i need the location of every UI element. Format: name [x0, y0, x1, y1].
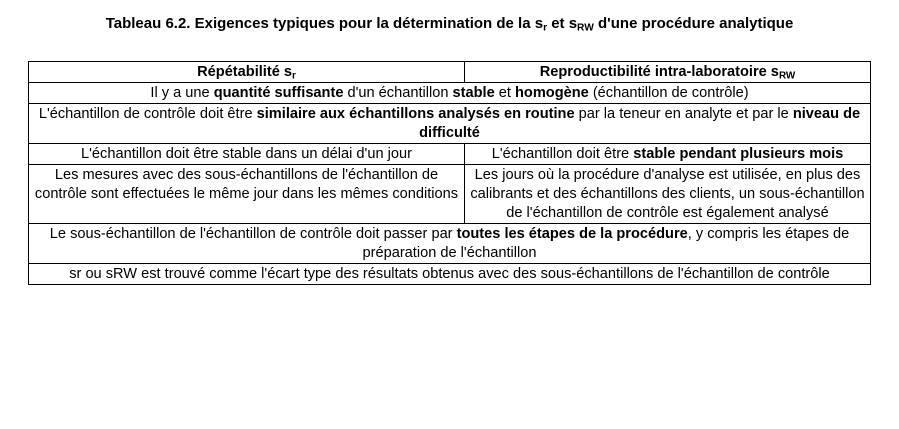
table-row — [29, 224, 871, 264]
row-bold-text: stable pendant plusieurs mois — [633, 146, 844, 162]
caption-subscript-r: r — [543, 22, 548, 34]
row-text: par la teneur en analyte et par le — [574, 106, 793, 122]
caption-prefix: Tableau 6.2. Exigences typiques pour la détermination de la s — [105, 15, 544, 32]
table-row — [29, 144, 871, 165]
row-text: Il y a une — [150, 85, 214, 101]
row-bold-text: toutes les étapes de la procédure — [456, 226, 688, 242]
header-repeatability-sub: r — [292, 70, 296, 82]
row-measurements-right: Les jours où la procédure d'analyse est utilisée, en plus des calibrants et des échantillons des clients, un sous-échantillon de l'échantillon de contrôle est également analysé — [465, 165, 871, 224]
caption-subscript-rw: RW — [577, 22, 594, 34]
row-bold-text: quantité suffisante — [213, 85, 344, 101]
table-caption — [0, 15, 899, 33]
caption-suffix: d'une procédure analytique — [593, 15, 794, 32]
row-standard-deviation: sr ou sRW est trouvé comme l'écart type des résultats obtenus avec des sous-échantillons de l'échantillon de contrôle — [29, 264, 871, 285]
row-stability-left: L'échantillon doit être stable dans un délai d'un jour — [29, 144, 465, 165]
row-sample-quantity — [29, 83, 871, 104]
row-text: Le sous-échantillon de l'échantillon de contrôle doit passer par — [49, 226, 457, 242]
row-text: L'échantillon de contrôle doit être — [38, 106, 257, 122]
table-row — [29, 165, 871, 224]
header-reproducibility-text: Reproductibilité intra-laboratoire s — [539, 64, 779, 80]
row-text: L'échantillon doit être — [491, 146, 634, 162]
row-bold-text: stable — [452, 85, 495, 101]
header-repeatability-text: Répétabilité s — [197, 64, 293, 80]
row-text: , y compris les étapes de préparation de l'échantillon — [362, 226, 850, 261]
caption-middle: et s — [547, 15, 578, 32]
row-bold-text: niveau de difficulté — [419, 106, 861, 141]
row-measurements-left: Les mesures avec des sous-échantillons de l'échantillon de contrôle sont effectuées le même jour dans les mêmes conditions — [29, 165, 465, 224]
header-repeatability — [29, 62, 465, 83]
table-row — [29, 264, 871, 285]
row-sample-similarity — [29, 104, 871, 144]
row-text: et — [494, 85, 515, 101]
row-procedure-steps — [29, 224, 871, 264]
requirements-table — [28, 61, 871, 285]
header-reproducibility-sub: RW — [778, 70, 796, 82]
table-row — [29, 104, 871, 144]
table-header-row — [29, 62, 871, 83]
row-bold-text: similaire aux échantillons analysés en routine — [256, 106, 575, 122]
header-reproducibility — [465, 62, 871, 83]
row-bold-text: homogène — [514, 85, 589, 101]
table-row — [29, 83, 871, 104]
row-text: d'un échantillon — [343, 85, 453, 101]
row-stability-right — [465, 144, 871, 165]
row-text: (échantillon de contrôle) — [588, 85, 749, 101]
